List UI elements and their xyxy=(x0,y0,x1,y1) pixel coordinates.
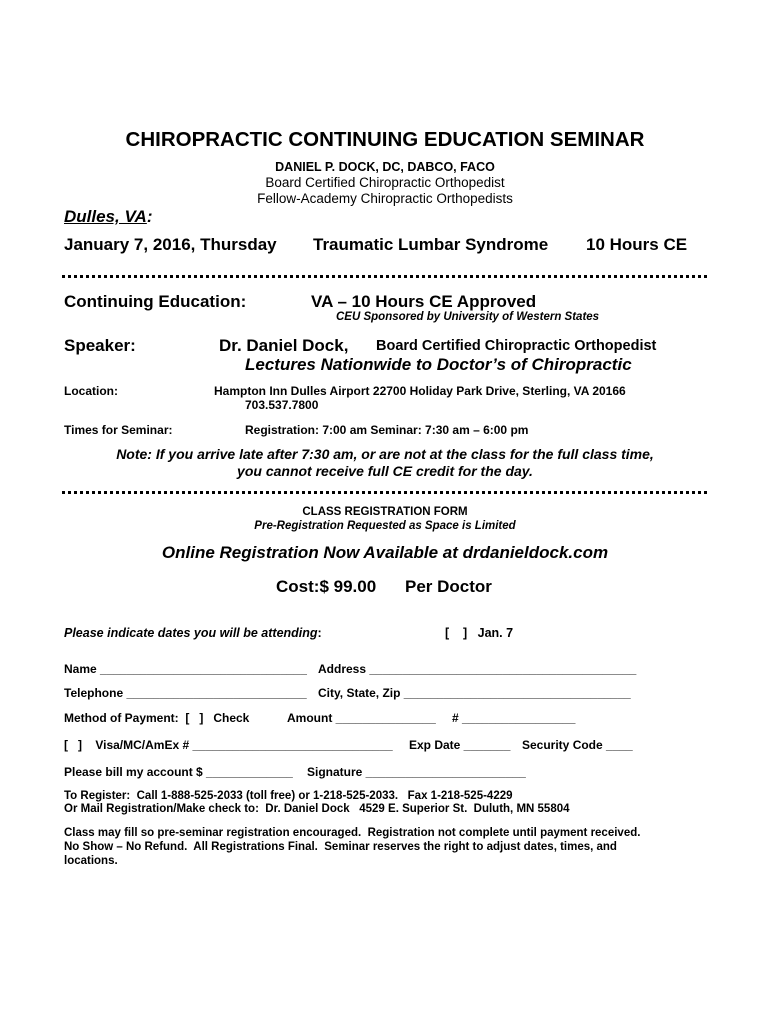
payment-method-check[interactable]: Method of Payment: [ ] Check xyxy=(64,711,250,725)
location-heading-colon: : xyxy=(146,207,153,226)
register-contact-line2: Or Mail Registration/Make check to: Dr. Daniel Dock 4529 E. Superior St. Duluth, MN 55804 xyxy=(64,803,570,815)
late-note-line1: Note: If you arrive late after 7:30 am, or are not at the class for the full class time, xyxy=(116,446,654,462)
speaker-tagline: Lectures Nationwide to Doctor’s of Chiropractic xyxy=(245,355,632,374)
ce-value: VA – 10 Hours CE Approved xyxy=(311,292,537,311)
location-heading xyxy=(64,207,153,227)
speaker-name: Dr. Daniel Dock, xyxy=(219,336,349,355)
card-number-field[interactable]: [ ] Visa/MC/AmEx # ______________________________ xyxy=(64,738,393,752)
register-contact-line1: To Register: Call 1-888-525-2033 (toll free) or 1-218-525-2033. Fax 1-218-525-4229 xyxy=(64,790,513,802)
indicate-dates-text: Please indicate dates you will be attending xyxy=(64,626,318,640)
signature-field[interactable]: Signature ________________________ xyxy=(307,765,526,779)
policy-line3: locations. xyxy=(64,855,118,867)
check-number-field[interactable]: # _________________ xyxy=(452,711,576,725)
city-state-zip-field[interactable]: City, State, Zip __________________________________ xyxy=(318,686,631,700)
location-label: Location: xyxy=(64,384,118,398)
presenter-credential: Board Certified Chiropractic Orthopedist xyxy=(265,175,505,190)
online-registration: Online Registration Now Available at drdanieldock.com xyxy=(161,543,609,562)
amount-field[interactable]: Amount _______________ xyxy=(287,711,436,725)
presenter-fellowship: Fellow-Academy Chiropractic Orthopedists xyxy=(257,191,513,206)
divider-top xyxy=(62,275,707,278)
late-note-line2: you cannot receive full CE credit for the day. xyxy=(237,463,533,479)
telephone-field[interactable]: Telephone ___________________________ xyxy=(64,686,307,700)
exp-date-field[interactable]: Exp Date _______ xyxy=(409,738,511,752)
event-date: January 7, 2016, Thursday xyxy=(64,235,277,254)
security-code-field[interactable]: Security Code ____ xyxy=(522,738,633,752)
registration-subheading: Pre-Registration Requested as Space is Limited xyxy=(254,520,516,532)
speaker-title: Board Certified Chiropractic Orthopedist xyxy=(376,338,657,354)
policy-line1: Class may fill so pre-seminar registration encouraged. Registration not complete until payment received. xyxy=(64,827,641,839)
divider-bottom xyxy=(62,491,707,494)
indicate-dates xyxy=(64,626,322,640)
times-label: Times for Seminar: xyxy=(64,423,173,437)
address-field[interactable]: Address ________________________________________ xyxy=(318,662,637,676)
ce-label: Continuing Education: xyxy=(64,292,247,311)
policy-line2: No Show – No Refund. All Registrations Final. Seminar reserves the right to adjust dates, times, and xyxy=(64,841,617,853)
cost-per: Per Doctor xyxy=(405,577,492,596)
event-topic: Traumatic Lumbar Syndrome xyxy=(313,235,549,254)
registration-heading: CLASS REGISTRATION FORM xyxy=(302,506,468,518)
location-phone: 703.537.7800 xyxy=(245,398,319,412)
event-hours: 10 Hours CE xyxy=(586,235,688,254)
location-heading-text: Dulles, VA xyxy=(64,207,147,226)
ce-sponsor: CEU Sponsored by University of Western States xyxy=(336,311,600,323)
speaker-label: Speaker: xyxy=(64,336,136,355)
page-title: CHIROPRACTIC CONTINUING EDUCATION SEMINAR xyxy=(125,128,645,151)
bill-account-field[interactable]: Please bill my account $ _____________ xyxy=(64,765,293,779)
cost-value: Cost:$ 99.00 xyxy=(276,577,377,596)
location-address: Hampton Inn Dulles Airport 22700 Holiday Park Drive, Sterling, VA 20166 xyxy=(214,384,626,398)
times-value: Registration: 7:00 am Seminar: 7:30 am – 6:00 pm xyxy=(245,423,529,437)
date-option-jan7[interactable]: [ ] Jan. 7 xyxy=(445,626,514,640)
indicate-dates-colon: : xyxy=(317,626,322,640)
presenter-name: DANIEL P. DOCK, DC, DABCO, FACO xyxy=(275,160,495,174)
name-field[interactable]: Name _______________________________ xyxy=(64,662,307,676)
